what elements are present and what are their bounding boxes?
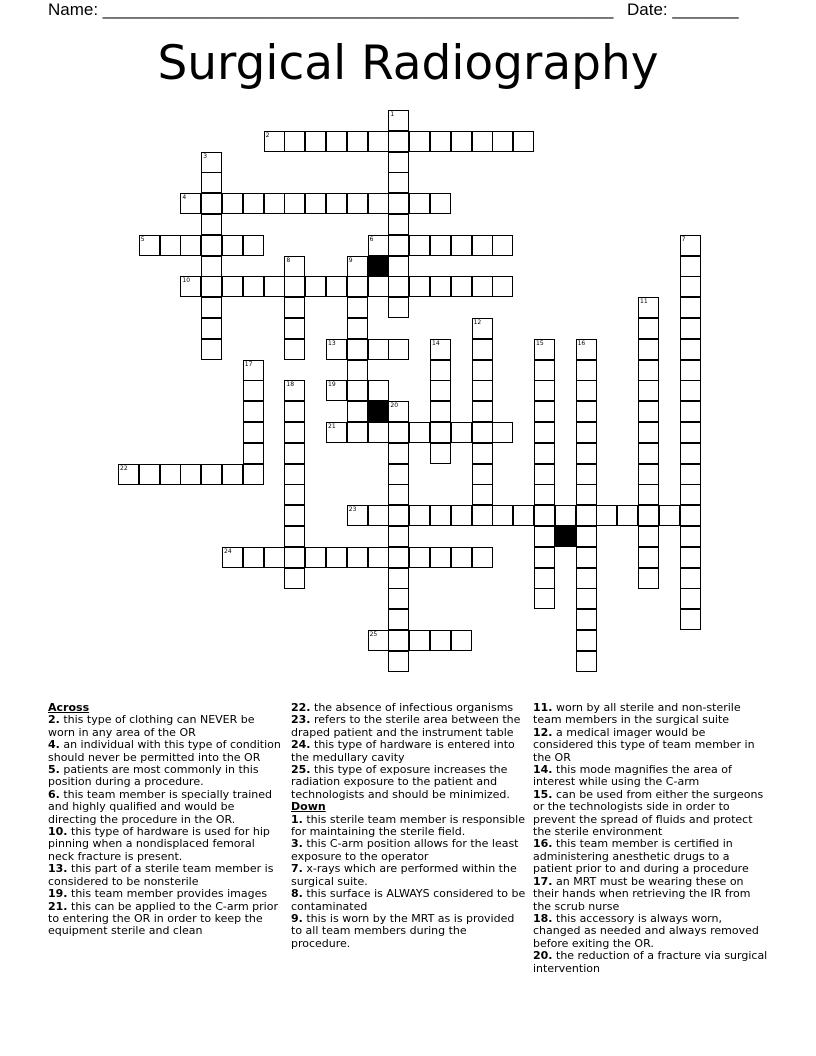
clue-across-23: 23. refers to the sterile area between the draped patient and the instrument table [291,713,521,739]
grid-cell[interactable] [534,380,555,401]
grid-cell[interactable] [472,401,493,422]
grid-cell[interactable] [368,235,389,256]
clue-across-22: 22. the absence of infectious organisms [291,701,514,714]
black-cell [555,526,576,547]
grid-cell[interactable] [222,464,243,485]
grid-cell[interactable] [576,464,597,485]
cell-number: 15 [536,339,544,347]
grid-cell[interactable] [409,505,430,526]
grid-cell[interactable] [576,609,597,630]
cell-number: 18 [286,381,295,389]
grid-cell[interactable] [430,505,451,526]
grid-cell[interactable] [638,401,659,422]
grid-cell[interactable] [680,235,701,256]
grid-cell[interactable] [388,547,409,568]
grid-cell[interactable] [264,131,285,152]
grid-cell[interactable] [576,526,597,547]
grid-cell[interactable] [201,172,222,193]
grid-cell[interactable] [388,609,409,630]
grid-cell[interactable] [409,422,430,443]
cell-number: 6 [369,235,374,243]
grid-cell[interactable] [451,422,472,443]
clue-down-15: 15. can be used from either the surgeons or the technologists side in order to prevent the spread of fluids and protect the sterile environment [533,787,764,839]
grid-cell[interactable] [368,380,389,401]
grid-cell[interactable] [326,422,347,443]
grid-cell[interactable] [284,401,305,422]
black-cell [368,256,389,277]
grid-cell[interactable] [347,547,368,568]
grid-cell[interactable] [492,276,513,297]
grid-cell[interactable] [388,152,409,173]
grid-cell[interactable] [638,568,659,589]
grid-cell[interactable] [472,360,493,381]
grid-cell[interactable] [430,276,451,297]
grid-cell[interactable] [201,214,222,235]
grid-cell[interactable] [368,339,389,360]
grid-cell[interactable] [534,505,555,526]
grid-cell[interactable] [680,443,701,464]
cell-number: 16 [577,339,586,347]
grid-cell[interactable] [201,464,222,485]
grid-cell[interactable] [388,172,409,193]
grid-cell[interactable] [284,318,305,339]
grid-cell[interactable] [451,276,472,297]
grid-cell[interactable] [638,339,659,360]
grid-cell[interactable] [472,235,493,256]
down-heading: Down [291,800,326,814]
grid-cell[interactable] [388,505,409,526]
cell-number: 14 [432,339,440,347]
grid-cell[interactable] [680,297,701,318]
grid-cell[interactable] [388,110,409,131]
grid-cell[interactable] [388,422,409,443]
grid-cell[interactable] [576,422,597,443]
grid-cell[interactable] [638,318,659,339]
grid-cell[interactable] [243,443,264,464]
cell-number: 24 [224,547,232,555]
clue-across-5: 5. patients are most commonly in this position during a procedure. [48,763,259,789]
grid-cell[interactable] [243,464,264,485]
grid-cell[interactable] [451,235,472,256]
grid-cell[interactable] [284,256,305,277]
grid-cell[interactable] [305,193,326,214]
grid-cell[interactable] [430,131,451,152]
grid-cell[interactable] [680,360,701,381]
grid-cell[interactable] [243,547,264,568]
grid-cell[interactable] [680,547,701,568]
grid-cell[interactable] [368,193,389,214]
grid-cell[interactable] [576,505,597,526]
cell-number: 21 [328,423,336,430]
grid-cell[interactable] [576,568,597,589]
grid-cell[interactable] [680,256,701,277]
cell-number: 2 [265,131,270,139]
clue-down-8: 8. this surface is ALWAYS considered to be contaminated [291,887,526,913]
clue-down-17: 17. an MRT must be wearing these on their hands when retrieving the IR from the scrub nurse [533,874,751,913]
grid-cell[interactable] [284,297,305,318]
grid-cell[interactable] [680,588,701,609]
grid-cell[interactable] [576,588,597,609]
clue-across-24: 24. this type of hardware is entered into the medullary cavity [291,738,515,764]
grid-cell[interactable] [388,214,409,235]
grid-cell[interactable] [347,318,368,339]
cell-number: 19 [328,381,336,389]
grid-cell[interactable] [388,339,409,360]
grid-cell[interactable] [472,339,493,360]
cell-number: 8 [286,256,291,264]
grid-cell[interactable] [201,256,222,277]
grid-cell[interactable] [305,131,326,152]
clue-across-13: 13. this part of a sterile team member is considered to be nonsterile [48,862,274,888]
grid-cell[interactable] [659,505,680,526]
grid-cell[interactable] [451,131,472,152]
grid-cell[interactable] [472,464,493,485]
grid-cell[interactable] [638,360,659,381]
name-field[interactable]: Name: ______________________________________________________ [48,0,614,19]
grid-cell[interactable] [534,401,555,422]
cell-number: 9 [348,256,353,264]
grid-cell[interactable] [638,547,659,568]
clue-down-16: 16. this team member is certified in administering anesthetic drugs to a patient prior to and during a procedure [533,837,749,876]
grid-cell[interactable] [284,380,305,401]
grid-cell[interactable] [409,131,430,152]
grid-cell[interactable] [680,276,701,297]
grid-cell[interactable] [368,276,389,297]
clue-down-14: 14. this mode magnifies the area of interest while using the C-arm [533,763,732,789]
grid-cell[interactable] [617,505,638,526]
grid-cell[interactable] [638,380,659,401]
grid-cell[interactable] [160,235,181,256]
grid-cell[interactable] [534,443,555,464]
grid-cell[interactable] [284,547,305,568]
grid-cell[interactable] [430,193,451,214]
clue-across-4: 4. an individual with this type of condition should never be permitted into the OR [48,738,281,764]
grid-cell[interactable] [326,547,347,568]
grid-cell[interactable] [451,505,472,526]
grid-cell[interactable] [472,505,493,526]
grid-cell[interactable] [222,193,243,214]
grid-cell[interactable] [430,360,451,381]
grid-cell[interactable] [388,193,409,214]
cell-number: 13 [328,339,336,347]
clue-across-19: 19. this team member provides images [48,887,268,901]
grid-cell[interactable] [388,276,409,297]
grid-cell[interactable] [534,547,555,568]
grid-cell[interactable] [472,443,493,464]
grid-cell[interactable] [492,235,513,256]
clue-across-10: 10. this type of hardware is used for hip pinning when a nondisplaced femoral neck fracture is present. [48,825,270,863]
grid-cell[interactable] [472,422,493,443]
grid-cell[interactable] [243,235,264,256]
grid-cell[interactable] [243,360,264,381]
grid-cell[interactable] [347,297,368,318]
grid-cell[interactable] [139,464,160,485]
grid-cell[interactable] [638,297,659,318]
grid-cell[interactable] [180,464,201,485]
grid-cell[interactable] [576,360,597,381]
grid-cell[interactable] [388,443,409,464]
grid-cell[interactable] [576,443,597,464]
grid-cell[interactable] [388,401,409,422]
cell-number: 10 [182,277,191,285]
clue-column-2 [291,702,527,950]
grid-cell[interactable] [492,131,513,152]
grid-cell[interactable] [180,276,201,297]
grid-cell[interactable] [201,276,222,297]
grid-cell[interactable] [284,193,305,214]
cell-number: 3 [203,152,208,160]
grid-cell[interactable] [347,360,368,381]
clue-down-7: 7. x-rays which are performed within the surgical suite. [291,862,517,888]
grid-cell[interactable] [576,547,597,568]
clue-down-20: 20. the reduction of a fracture via surgical intervention [533,949,768,975]
grid-cell[interactable] [388,568,409,589]
grid-cell[interactable] [388,484,409,505]
grid-cell[interactable] [638,443,659,464]
grid-cell[interactable] [638,464,659,485]
grid-cell[interactable] [680,568,701,589]
grid-cell[interactable] [264,276,285,297]
grid-cell[interactable] [201,318,222,339]
grid-cell[interactable] [492,505,513,526]
grid-cell[interactable] [347,131,368,152]
grid-cell[interactable] [680,526,701,547]
grid-cell[interactable] [576,401,597,422]
grid-cell[interactable] [368,630,389,651]
cell-number: 17 [244,360,253,368]
grid-cell[interactable] [243,380,264,401]
clue-column-3 [533,702,769,975]
grid-cell[interactable] [305,276,326,297]
cell-number: 4 [182,194,187,202]
grid-cell[interactable] [430,630,451,651]
grid-cell[interactable] [409,235,430,256]
grid-cell[interactable] [680,505,701,526]
grid-cell[interactable] [284,443,305,464]
grid-cell[interactable] [180,235,201,256]
grid-cell[interactable] [326,339,347,360]
across-heading: Across [48,701,90,714]
grid-cell[interactable] [326,276,347,297]
grid-cell[interactable] [534,422,555,443]
grid-cell[interactable] [222,235,243,256]
grid-cell[interactable] [534,526,555,547]
grid-cell[interactable] [284,422,305,443]
grid-cell[interactable] [534,568,555,589]
grid-cell[interactable] [472,380,493,401]
grid-cell[interactable] [472,131,493,152]
grid-cell[interactable] [284,339,305,360]
grid-cell[interactable] [534,339,555,360]
grid-cell[interactable] [284,505,305,526]
grid-cell[interactable] [534,360,555,381]
grid-cell[interactable] [284,484,305,505]
grid-cell[interactable] [368,131,389,152]
grid-cell[interactable] [284,568,305,589]
grid-cell[interactable] [139,235,160,256]
grid-cell[interactable] [576,339,597,360]
grid-cell[interactable] [638,526,659,547]
grid-cell[interactable] [409,276,430,297]
grid-cell[interactable] [638,505,659,526]
clue-down-1: 1. this sterile team member is responsible for maintaining the sterile field. [291,812,525,839]
grid-cell[interactable] [680,484,701,505]
grid-cell[interactable] [430,380,451,401]
clue-down-3: 3. this C-arm position allows for the least exposure to the operator [291,837,519,863]
grid-cell[interactable] [305,547,326,568]
grid-cell[interactable] [368,505,389,526]
cell-number: 5 [140,235,145,243]
grid-cell[interactable] [264,547,285,568]
grid-cell[interactable] [534,464,555,485]
grid-cell[interactable] [180,193,201,214]
grid-cell[interactable] [555,505,576,526]
grid-cell[interactable] [388,526,409,547]
grid-cell[interactable] [576,630,597,651]
grid-cell[interactable] [680,609,701,630]
grid-cell[interactable] [284,526,305,547]
grid-cell[interactable] [576,651,597,672]
grid-cell[interactable] [430,547,451,568]
clue-down-12: 12. a medical imager would be considered this type of team member in the OR [533,725,755,764]
grid-cell[interactable] [680,422,701,443]
grid-cell[interactable] [492,422,513,443]
clue-across-25: 25. this type of exposure increases the radiation exposure to the patient and technologists and should be minimized. [291,763,510,801]
grid-cell[interactable] [680,464,701,485]
grid-cell[interactable] [430,422,451,443]
grid-cell[interactable] [680,401,701,422]
grid-cell[interactable] [388,464,409,485]
grid-cell[interactable] [347,422,368,443]
grid-cell[interactable] [680,318,701,339]
grid-cell[interactable] [347,193,368,214]
grid-cell[interactable] [347,401,368,422]
grid-cell[interactable] [326,193,347,214]
grid-cell[interactable] [326,131,347,152]
grid-cell[interactable] [409,547,430,568]
grid-cell[interactable] [430,339,451,360]
grid-cell[interactable] [388,256,409,277]
grid-cell[interactable] [347,339,368,360]
cell-number: 11 [640,298,648,306]
clue-across-6: 6. this team member is specially trained and highly qualified and would be directing the procedure in the OR. [48,787,272,826]
grid-cell[interactable] [472,318,493,339]
grid-cell[interactable] [388,651,409,672]
grid-cell[interactable] [430,401,451,422]
grid-cell[interactable] [513,131,534,152]
grid-cell[interactable] [201,152,222,173]
grid-cell[interactable] [409,630,430,651]
grid-cell[interactable] [243,276,264,297]
grid-cell[interactable] [326,380,347,401]
cell-number: 23 [348,506,357,514]
grid-cell[interactable] [264,193,285,214]
grid-cell[interactable] [534,484,555,505]
grid-cell[interactable] [388,630,409,651]
grid-cell[interactable] [160,464,181,485]
grid-cell[interactable] [201,193,222,214]
grid-cell[interactable] [576,484,597,505]
grid-cell[interactable] [430,443,451,464]
grid-cell[interactable] [472,547,493,568]
grid-cell[interactable] [576,380,597,401]
grid-cell[interactable] [201,297,222,318]
date-field[interactable]: Date: _______ [627,0,739,19]
clue-down-18: 18. this accessory is always worn, changed as needed and always removed before exiting the OR. [533,911,759,950]
grid-cell[interactable] [638,484,659,505]
black-cell [368,401,389,422]
clue-down-11: 11. worn by all sterile and non-sterile team members in the surgical suite [533,701,741,727]
cell-number: 20 [390,402,399,410]
grid-cell[interactable] [388,131,409,152]
grid-cell[interactable] [284,276,305,297]
cell-number: 22 [120,464,128,472]
grid-cell[interactable] [243,193,264,214]
grid-cell[interactable] [513,505,534,526]
grid-cell[interactable] [680,380,701,401]
grid-cell[interactable] [472,276,493,297]
clue-down-9: 9. this is worn by the MRT as is provided to all team members during the procedure. [291,911,515,950]
clue-across-2: 2. this type of clothing can NEVER be worn in any area of the OR [48,713,255,739]
grid-cell[interactable] [284,131,305,152]
cell-number: 7 [681,235,686,243]
grid-cell[interactable] [243,422,264,443]
grid-cell[interactable] [680,339,701,360]
grid-cell[interactable] [368,547,389,568]
clue-column-1 [48,702,284,938]
grid-cell[interactable] [388,297,409,318]
grid-cell[interactable] [638,422,659,443]
grid-cell[interactable] [347,380,368,401]
cell-number: 1 [390,111,395,118]
grid-cell[interactable] [201,339,222,360]
grid-cell[interactable] [430,235,451,256]
grid-cell[interactable] [118,464,139,485]
grid-cell[interactable] [347,256,368,277]
grid-cell[interactable] [388,588,409,609]
grid-cell[interactable] [596,505,617,526]
grid-cell[interactable] [534,588,555,609]
grid-cell[interactable] [222,547,243,568]
grid-cell[interactable] [368,422,389,443]
clue-across-21: 21. this can be applied to the C-arm prior to entering the OR in order to keep the equipment sterile and clean [48,899,278,938]
grid-cell[interactable] [222,276,243,297]
grid-cell[interactable] [388,235,409,256]
grid-cell[interactable] [347,505,368,526]
grid-cell[interactable] [472,484,493,505]
cell-number: 12 [473,319,482,326]
grid-cell[interactable] [347,276,368,297]
grid-cell[interactable] [451,547,472,568]
grid-cell[interactable] [201,235,222,256]
page-title: Surgical Radiography [157,36,659,91]
cell-number: 25 [369,631,378,638]
grid-cell[interactable] [409,193,430,214]
grid-cell[interactable] [451,630,472,651]
grid-cell[interactable] [243,401,264,422]
grid-cell[interactable] [284,464,305,485]
